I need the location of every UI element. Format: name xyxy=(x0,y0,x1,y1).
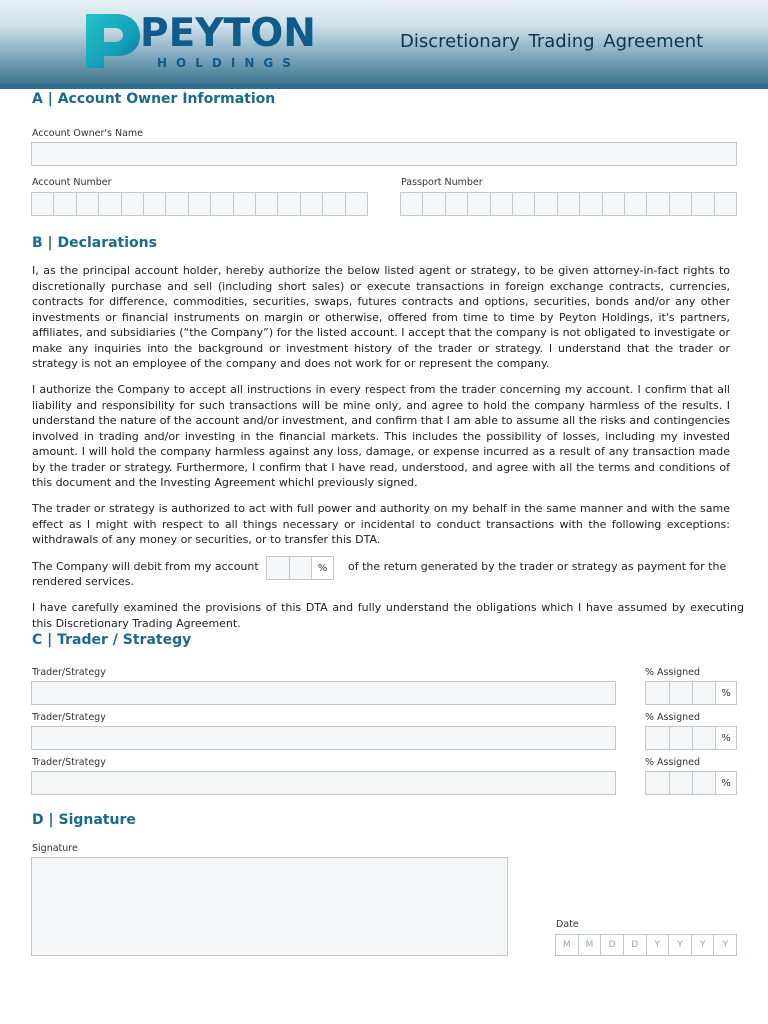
debit-text-prefix: The Company will debit from my account xyxy=(32,560,259,573)
declaration-paragraph-1: I, as the principal account holder, hereby authorize the below listed agent or strategy, to be given attorney-in-fact rights to discretionally purchase and sell (including short sales) or execute transactions in foreign exchange contracts, currencies, contracts for difference, commodities, securities, swaps, futures contracts and options, securities, bonds and/or any other investments or financial instruments on margin or otherwise, offered from time to time by Peyton Holdings, it's partners, affiliates, and subsidiaries (“the Company”) for the listed account. I accept that the company is not obligated to investigate or make any inquiries into the background or investment history of the trader or strategy. I understand that the trader or strategy is not an employee of the company and does not work for or represent the company. xyxy=(32,264,730,370)
signature-label: Signature xyxy=(32,843,78,854)
date-cell[interactable]: Y xyxy=(646,935,669,955)
date-cell[interactable]: Y xyxy=(713,935,736,955)
section-a-title: A | Account Owner Information xyxy=(32,91,276,107)
assigned-percent-input[interactable] xyxy=(645,681,737,705)
debit-percent-input[interactable] xyxy=(266,556,334,580)
declaration-paragraph-3: The trader or strategy is authorized to act with full power and authority on my behalf in the same manner and with the same effect as I might with respect to all things necessary or incidental to conduct transactions with the following exceptions: withdrawals of any money or securities, or to transfer this DTA. xyxy=(32,502,730,546)
date-cell[interactable]: D xyxy=(600,935,623,955)
date-cell[interactable]: M xyxy=(562,940,571,950)
date-label: Date xyxy=(556,919,579,930)
date-cell[interactable]: M xyxy=(578,935,601,955)
trader-strategy-label: Trader/Strategy xyxy=(32,712,106,723)
date-input[interactable] xyxy=(555,934,737,956)
account-owner-name-input[interactable] xyxy=(31,142,737,166)
passport-number-input[interactable] xyxy=(400,192,737,216)
assigned-percent-label: % Assigned xyxy=(645,667,701,678)
date-cell[interactable]: Y xyxy=(668,935,691,955)
declaration-paragraph-2: I authorize the Company to accept all instructions in every respect from the trader concerning my account. I confirm that all liability and responsibility for such transactions will be mine only, and agree to hold the company harmless of the results. I understand the nature of the account and/or investment, and confirm that I am able to assume all the risks and contingencies involved in trading and/or investing in the financial markets. This includes the possibility of losses, including my invested amount. I will hold the company harmless against any loss, damage, or expense incurred as a result of any transaction made by the trader or strategy. Furthermore, I confirm that I have read, understood, and agree with all the terms and conditions of this document and the Investing Agreement whichl previously signed. xyxy=(32,383,730,489)
trader-strategy-input[interactable] xyxy=(31,681,616,705)
declaration-paragraph-4: I have carefully examined the provisions of this DTA and fully understand the obligations which I have assumed by executing this Discretionary Trading Agreement. xyxy=(32,601,744,630)
assigned-percent-label: % Assigned xyxy=(645,757,701,768)
debit-text-suffix: of the return generated by the trader or strategy as payment for the xyxy=(348,560,727,573)
trader-strategy-label: Trader/Strategy xyxy=(32,667,106,678)
section-c-title: C | Trader / Strategy xyxy=(32,632,192,648)
brand-name: PEYTON xyxy=(140,11,316,56)
trader-strategy-label: Trader/Strategy xyxy=(32,757,106,768)
account-number-label: Account Number xyxy=(32,177,112,188)
assigned-percent-input[interactable] xyxy=(645,771,737,795)
date-cell[interactable]: D xyxy=(623,935,646,955)
peyton-logo-icon xyxy=(80,10,142,72)
percent-symbol: % xyxy=(715,772,736,794)
passport-number-label: Passport Number xyxy=(401,177,483,188)
trader-strategy-input[interactable] xyxy=(31,771,616,795)
section-d-title: D | Signature xyxy=(32,812,136,828)
trader-strategy-input[interactable] xyxy=(31,726,616,750)
signature-box[interactable] xyxy=(31,857,508,956)
percent-symbol: % xyxy=(715,727,736,749)
date-cell[interactable]: Y xyxy=(691,935,714,955)
account-owner-name-label: Account Owner's Name xyxy=(32,128,144,139)
header-divider xyxy=(0,84,768,89)
brand-subtitle: HOLDINGS xyxy=(157,56,300,70)
assigned-percent-input[interactable] xyxy=(645,726,737,750)
account-number-input[interactable] xyxy=(31,192,368,216)
percent-symbol: % xyxy=(715,682,736,704)
document-title: Discretionary Trading Agreement xyxy=(400,31,704,52)
section-b-title: B | Declarations xyxy=(32,235,157,251)
percent-symbol: % xyxy=(311,557,333,579)
assigned-percent-label: % Assigned xyxy=(645,712,701,723)
debit-text-line2: rendered services. xyxy=(32,575,134,588)
